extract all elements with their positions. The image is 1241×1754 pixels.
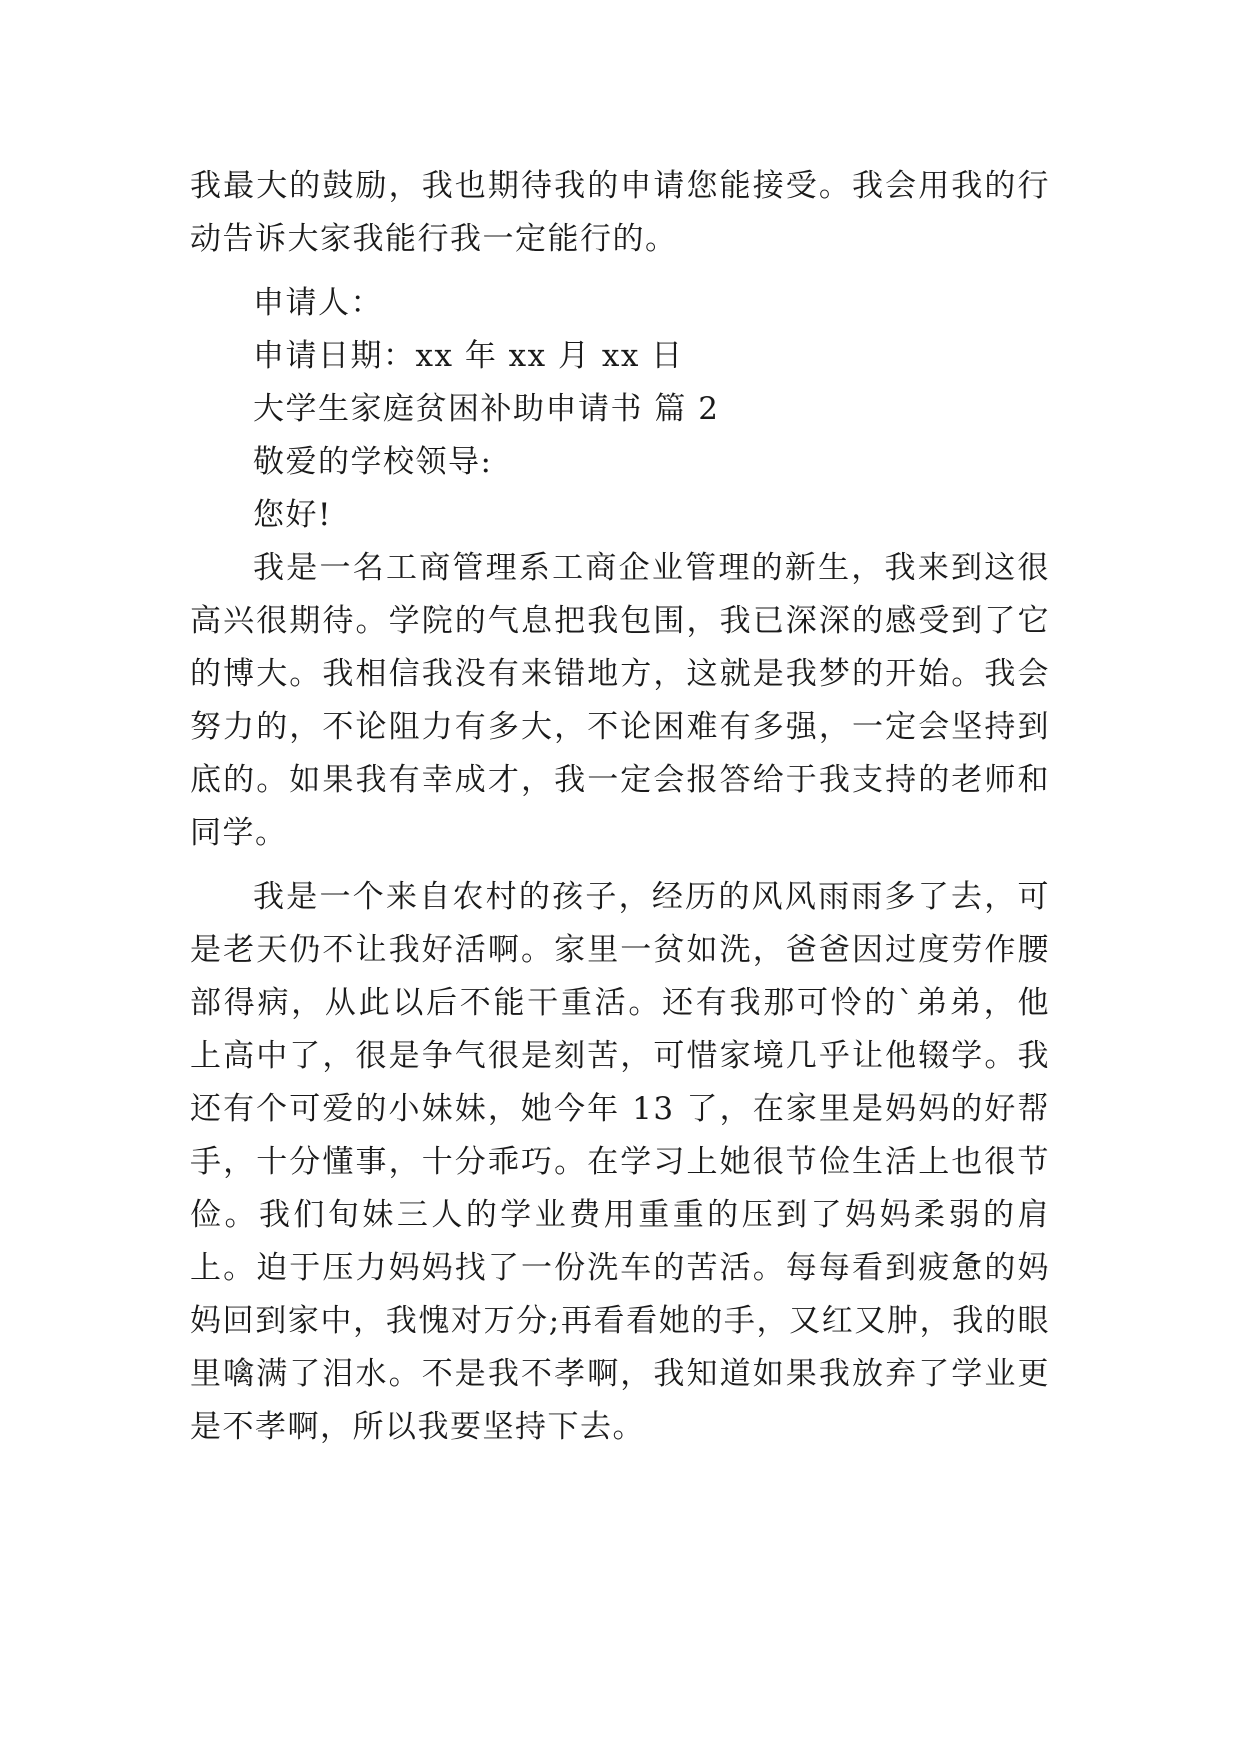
applicant-line: 申请人： xyxy=(253,285,383,321)
paragraph-family-situation: 我是一个来自农村的孩子，经历的风风雨雨多了去，可是老天仍不让我好活啊。家里一贫如洗，爸爸因过度劳作腰部得病，从此以后不能干重活。还有我那可怜的`弟弟，他上高中了，很是争气很是刻苦，可惜家境几乎让他辍学。我还有个可爱的小妹妹，她今年 13 了，在家里是妈妈的好帮手，十分懂事，十分乖巧。在学习上她很节俭生活上也很节俭。我们旬妹三人的学业费用重重的压到了妈妈柔弱的肩上。迫于压力妈妈找了一份洗车的苦活。每每看到疲惫的妈妈回到家中，我愧对万分;再看看她的手，又红又肿，我的眼里噙满了泪水。不是我不孝啊，我知道如果我放弃了学业更是不孝啊，所以我要坚持下去。 xyxy=(190,879,1050,1445)
section-title: 大学生家庭贫困补助申请书 篇 2 xyxy=(253,391,720,427)
paragraph-continuation: 我最大的鼓励，我也期待我的申请您能接受。我会用我的行动告诉大家我能行我一定能行的。 xyxy=(190,168,1050,257)
salutation: 敬爱的学校领导: xyxy=(253,444,493,480)
greeting: 您好! xyxy=(253,497,332,533)
document-body xyxy=(190,160,1050,1454)
paragraph-introduction: 我是一名工商管理系工商企业管理的新生，我来到这很高兴很期待。学院的气息把我包围，我已深深的感受到了它的博大。我相信我没有来错地方，这就是我梦的开始。我会努力的，不论阻力有多大，不论困难有多强，一定会坚持到底的。如果我有幸成才，我一定会报答给于我支持的老师和同学。 xyxy=(190,550,1050,851)
application-date-line: 申请日期：xx 年 xx 月 xx 日 xyxy=(253,338,684,374)
